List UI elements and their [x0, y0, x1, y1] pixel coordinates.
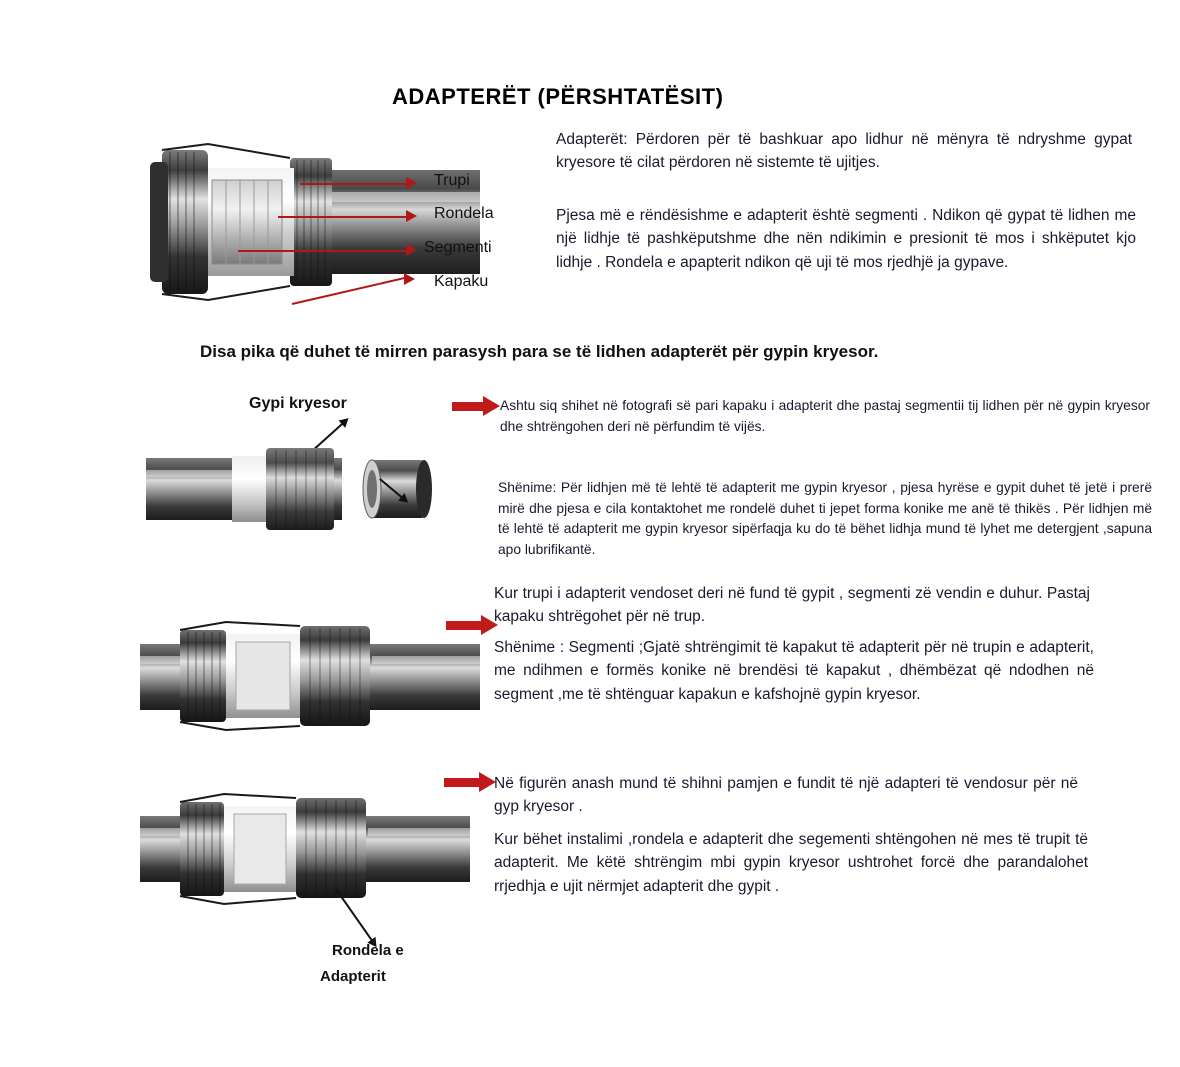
leader-arrow-kapaku — [404, 273, 415, 285]
callout-segmenti: Segmenti — [424, 239, 492, 256]
adapter-washer-diagram — [140, 772, 470, 924]
leader-line-trupi — [300, 183, 408, 185]
adapter-cutaway-diagram — [140, 128, 480, 318]
step3-paragraph-2: Kur bëhet instalimi ,rondela e adapterit dhe segementi shtëngohen në mes të trupit të adapterit. Me këtë shtrëngim mbi gypin kryesor ushtrohet forcë dhe parandalohet rrjedhja e ujit nërmjet adapterit dhe gypit . — [494, 831, 1088, 895]
callout-rondela: Rondela — [434, 205, 494, 222]
callout-adapterit: Adapterit — [320, 968, 386, 985]
callout-rondela-e: Rondela e — [332, 942, 404, 959]
main-pipe-and-adapter-diagram — [146, 432, 466, 550]
page-title: ADAPTERËT (PËRSHTATËSIT) — [392, 84, 724, 109]
step3-paragraph-1: Në figurën anash mund të shihni pamjen e fundit të një adapteri të vendosur për në gyp kryesor . — [494, 775, 1078, 816]
leader-line-segmenti — [238, 250, 408, 252]
leader-arrow-segmenti — [406, 244, 417, 256]
leader-arrow-trupi — [406, 177, 417, 189]
assembled-adapter-diagram — [140, 600, 480, 750]
step1-paragraph-1: Ashtu siq shihet në fotografi së pari kapaku i adapterit dhe pastaj segmentii tij lidhen për në gypin kryesor dhe shtrëngohen deri në përfundim të vijës. — [500, 398, 1150, 434]
callout-kapaku: Kapaku — [434, 273, 489, 290]
callout-trupi: Trupi — [434, 172, 470, 189]
step1-arrow-icon — [452, 402, 484, 411]
step2-paragraph-1: Kur trupi i adapterit vendoset deri në fund të gypit , segmenti zë vendin e duhur. Pastaj kapaku shtrëgohet për në trup. — [494, 585, 1090, 626]
step1-paragraph-2: Shënime: Për lidhjen më të lehtë të adapterit me gypin kryesor , pjesa hyrëse e gypit duhet të jetë i prerë mirë dhe pjesa e cila kontaktohet me rondelë duhet ti jepet forma konike me anë të thikës . Për lidhjen më të lehtë të adapterit me gypin kryesor sipërfaqja ku do të bëhet lidhja mund të lyhet me detergjent ,sapuna apo lubrifikantë. — [498, 480, 1152, 558]
step2-paragraph-2: Shënime : Segmenti ;Gjatë shtrëngimit të kapakut të adapterit për në trupin e adapterit, me ndihmen e formës konike në brendësi të kapakut , dhëmbëzat që ndodhen në segment ,me të shtënguar kapakun e kafshojnë gypin kryesor. — [494, 639, 1094, 703]
intro-paragraph-2: Pjesa më e rëndësishme e adapterit është segmenti . Ndikon që gypat të lidhen me një lidhje të pashkëputshme dhe nën ndikimin e presionit të mos i shkëputet kjo lidhje . Rondela e apapterit ndikon që uji të mos rjedhjë ja gypave. — [556, 207, 1136, 271]
callout-gypi-kryesor: Gypi kryesor — [249, 395, 347, 412]
section-heading: Disa pika që duhet të mirren parasysh para se të lidhen adapterët për gypin kryesor. — [200, 342, 879, 361]
intro-paragraph-1: Adapterët: Përdoren për të bashkuar apo lidhur në mënyra të ndryshme gypat kryesore të cilat përdoren në sistemte të ujitjes. — [556, 131, 1132, 172]
leader-arrow-rondela — [406, 210, 417, 222]
step3-arrow-icon — [444, 778, 480, 787]
leader-line-rondela — [278, 216, 408, 218]
step2-arrow-icon — [446, 621, 482, 630]
